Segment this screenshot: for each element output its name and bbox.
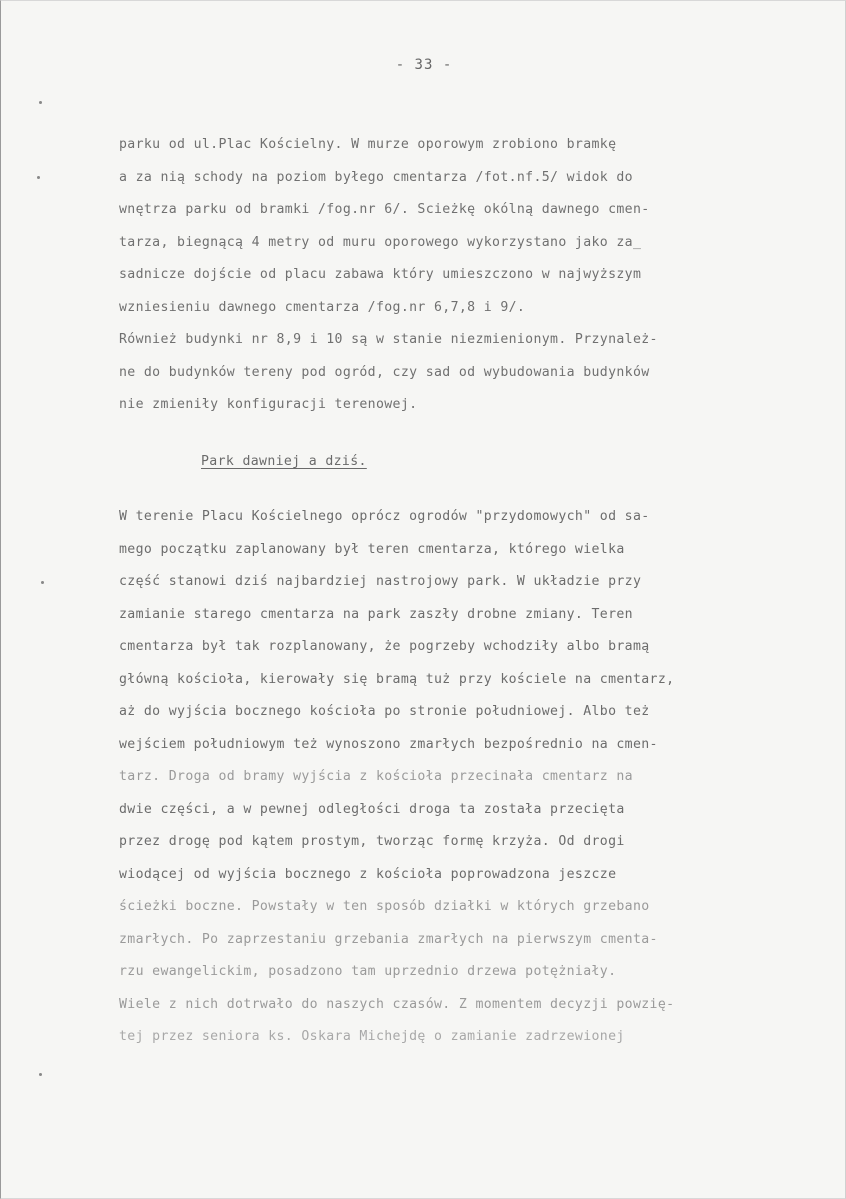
text-line: mego początku zaplanowany był teren cmentarza, którego wielka xyxy=(119,541,625,557)
text-line: sadnicze dojście od placu zabawa który umieszczono w najwyższym xyxy=(119,267,642,282)
text-line: przez drogę pod kątem prostym, tworząc formę krzyża. Od drogi xyxy=(119,834,625,849)
paragraph-park-history xyxy=(119,501,809,1054)
page-number: - 33 - xyxy=(395,57,453,73)
text-line: W terenie Placu Kościelnego oprócz ogrodów "przydomowych" od sa- xyxy=(119,509,650,524)
text-line: tej przez seniora ks. Oskara Michejdę o zamianie zadrzewionej xyxy=(119,1029,625,1044)
paragraph-park-continuation xyxy=(119,129,809,422)
scan-speck xyxy=(39,101,42,104)
text-line: Wiele z nich dotrwało do naszych czasów. Z momentem decyzji powzię- xyxy=(119,996,675,1012)
text-line: Również budynki nr 8,9 i 10 są w stanie niezmienionym. Przynależ- xyxy=(119,332,658,347)
section-heading: Park dawniej a dziś. xyxy=(201,454,367,469)
text-line: wiodącej od wyjścia bocznego z kościoła poprowadzona jeszcze xyxy=(119,866,617,882)
scan-speck xyxy=(39,1073,42,1076)
text-line: główną kościoła, kierowały się bramą tuż przy kościele na cmentarz, xyxy=(119,671,675,687)
text-line: zmarłych. Po zaprzestaniu grzebania zmarłych na pierwszym cmenta- xyxy=(119,931,658,947)
scan-speck xyxy=(37,176,40,179)
text-line: wnętrza parku od bramki /fog.nr 6/. Scieżkę okólną dawnego cmen- xyxy=(119,202,650,217)
text-line: aż do wyjścia bocznego kościoła po stronie południowej. Albo też xyxy=(119,704,650,719)
text-line: nie zmieniły konfiguracji terenowej. xyxy=(119,397,418,412)
text-line: wzniesieniu dawnego cmentarza /fog.nr 6,7,8 i 9/. xyxy=(119,299,526,315)
text-line: tarz. Droga od bramy wyjścia z kościoła przecinała cmentarz na xyxy=(119,769,633,784)
text-line: parku od ul.Plac Kościelny. W murze oporowym zrobiono bramkę xyxy=(119,137,617,152)
text-line: cmentarza był tak rozplanowany, że pogrzeby wchodziły albo bramą xyxy=(119,639,650,654)
text-line: ne do budynków tereny pod ogród, czy sad od wybudowania budynków xyxy=(119,364,650,380)
text-line: wejściem południowym też wynoszono zmarłych bezpośrednio na cmen- xyxy=(119,736,658,752)
scan-speck xyxy=(41,581,44,584)
text-line: ścieżki boczne. Powstały w ten sposób działki w których grzebano xyxy=(119,899,650,914)
text-line: dwie części, a w pewnej odległości droga ta została przecięta xyxy=(119,801,625,817)
text-line: zamianie starego cmentarza na park zaszły drobne zmiany. Teren xyxy=(119,606,633,622)
text-line: a za nią schody na poziom byłego cmentarza /fot.nf.5/ widok do xyxy=(119,169,633,185)
text-line: rzu ewangelickim, posadzono tam uprzednio drzewa potężniały. xyxy=(119,964,617,979)
text-line: tarza, biegnącą 4 metry od muru oporowego wykorzystano jako za_ xyxy=(119,234,642,250)
text-line: część stanowi dziś najbardziej nastrojowy park. W układzie przy xyxy=(119,574,642,589)
